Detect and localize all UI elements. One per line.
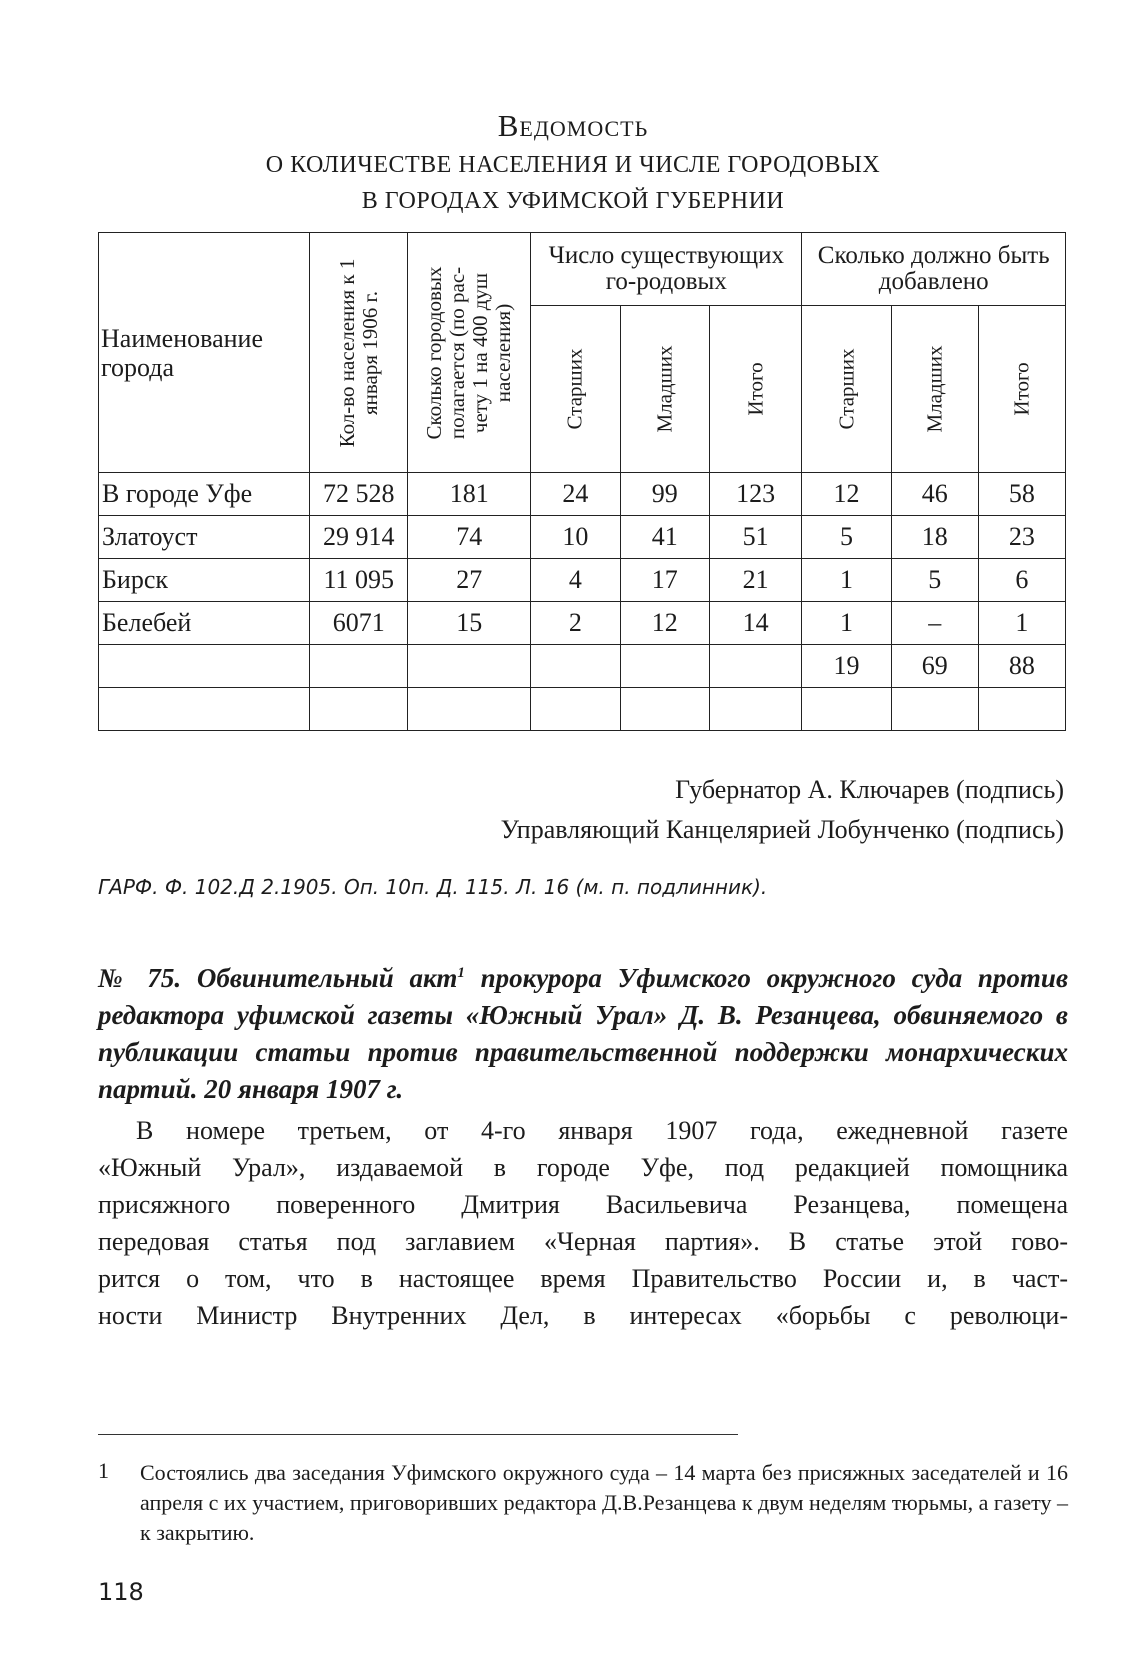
population-table — [98, 232, 1066, 731]
cell-empty — [99, 688, 310, 731]
cell-add-total: 23 — [978, 516, 1065, 559]
cell-add-junior: – — [891, 602, 978, 645]
footnote-ref[interactable]: 1 — [457, 965, 465, 981]
cell-empty — [620, 688, 709, 731]
heading-text-part1: Обвинительный акт — [196, 963, 458, 993]
cell-senior: 24 — [531, 473, 620, 516]
document-number: № 75. — [98, 963, 182, 993]
body-paragraph — [98, 1112, 1068, 1334]
header-label: Старших — [562, 348, 587, 430]
cell-empty — [408, 688, 531, 731]
header-label: Младших — [652, 345, 677, 433]
page-number: 118 — [98, 1578, 144, 1606]
cell-add-total: 6 — [978, 559, 1065, 602]
header-norm-label — [423, 266, 515, 439]
cell-city: Белебей — [99, 602, 310, 645]
cell-empty — [709, 645, 802, 688]
cell-total-add-junior: 69 — [891, 645, 978, 688]
cell-empty — [99, 645, 310, 688]
header-label: Младших — [922, 345, 947, 433]
header-existing-junior — [620, 306, 709, 473]
header-existing: Число существующих го-родовых — [531, 233, 802, 306]
header-existing-total — [709, 306, 802, 473]
manager-signature: Управляющий Канцелярией Лобунченко (подпись) — [500, 815, 1064, 844]
cell-senior: 10 — [531, 516, 620, 559]
cell-total-add-senior: 19 — [802, 645, 891, 688]
cell-norm: 181 — [408, 473, 531, 516]
header-add-total — [978, 306, 1065, 473]
cell-junior: 12 — [620, 602, 709, 645]
cell-city: Златоуст — [99, 516, 310, 559]
table-empty-row — [99, 688, 1066, 731]
table-row — [99, 602, 1066, 645]
cell-total: 21 — [709, 559, 802, 602]
cell-population: 11 095 — [310, 559, 408, 602]
body-line: «Южный Урал», издаваемой в городе Уфе, под редакцией помощника — [98, 1153, 1068, 1182]
header-norm-line: Сколько городовых — [422, 265, 447, 440]
cell-add-junior: 18 — [891, 516, 978, 559]
table-header-row — [99, 233, 1066, 306]
header-norm-line: чету 1 на 400 душ — [468, 272, 493, 433]
header-norm-line: полагается (по рас- — [445, 266, 470, 439]
cell-empty — [802, 688, 891, 731]
cell-add-junior: 46 — [891, 473, 978, 516]
cell-norm: 15 — [408, 602, 531, 645]
cell-total-add-total: 88 — [978, 645, 1065, 688]
cell-population: 72 528 — [310, 473, 408, 516]
body-line: присяжного поверенного Дмитрия Васильевича Резанцева, помещена — [98, 1190, 1068, 1219]
cell-junior: 99 — [620, 473, 709, 516]
body-line: передовая статья под заглавием «Черная партия». В статье этой гово- — [98, 1227, 1068, 1256]
cell-add-senior: 5 — [802, 516, 891, 559]
cell-norm: 74 — [408, 516, 531, 559]
governor-signature: Губернатор А. Ключарев (подпись) — [675, 775, 1064, 804]
cell-empty — [891, 688, 978, 731]
doc-title: Ведомость — [497, 108, 649, 143]
footnote-divider — [98, 1434, 738, 1435]
cell-empty — [978, 688, 1065, 731]
footnote-text: Состоялись два заседания Уфимского окружного суда – 14 марта без присяжных заседателей и 16 апреля с их участием, приговоривших редактора Д.В.Резанцева к двум неделям тюрьмы, а газету – к закрытию. — [140, 1460, 1068, 1545]
header-norm — [408, 233, 531, 473]
header-city-name: Наименование города — [99, 233, 310, 473]
cell-add-senior: 1 — [802, 559, 891, 602]
cell-empty — [531, 645, 620, 688]
body-line: рится о том, что в настоящее время Правительство России и, в част- — [98, 1264, 1068, 1293]
cell-add-total: 58 — [978, 473, 1065, 516]
doc-subtitle-1: О КОЛИЧЕСТВЕ НАСЕЛЕНИЯ И ЧИСЛЕ ГОРОДОВЫХ — [265, 152, 881, 178]
doc-subtitle-2: В ГОРОДАХ УФИМСКОЙ ГУБЕРНИИ — [361, 188, 785, 214]
cell-add-junior: 5 — [891, 559, 978, 602]
cell-norm: 27 — [408, 559, 531, 602]
cell-add-senior: 12 — [802, 473, 891, 516]
cell-empty — [310, 688, 408, 731]
cell-senior: 2 — [531, 602, 620, 645]
body-line: ности Министр Внутренних Дел, в интересах «борьбы с революци- — [98, 1301, 1068, 1330]
cell-empty — [531, 688, 620, 731]
footnote-number: 1 — [98, 1458, 109, 1483]
archive-source: ГАРФ. Ф. 102.Д 2.1905. Оп. 10п. Д. 115. Л. 16 (м. п. подлинник). — [98, 875, 768, 899]
cell-add-senior: 1 — [802, 602, 891, 645]
cell-senior: 4 — [531, 559, 620, 602]
header-add-junior — [891, 306, 978, 473]
body-line-text: В номере третьем, от 4-го января 1907 года, ежедневной газете — [136, 1116, 1068, 1145]
cell-junior: 17 — [620, 559, 709, 602]
cell-add-total: 1 — [978, 602, 1065, 645]
cell-city: В городе Уфе — [99, 473, 310, 516]
header-label: Итого — [1009, 362, 1034, 416]
cell-empty — [408, 645, 531, 688]
header-norm-line: населения) — [491, 303, 516, 402]
body-line — [98, 1112, 1068, 1149]
cell-total: 51 — [709, 516, 802, 559]
header-population — [310, 233, 408, 473]
header-add-senior — [802, 306, 891, 473]
header-label: Итого — [743, 362, 768, 416]
header-existing-senior — [531, 306, 620, 473]
cell-total: 123 — [709, 473, 802, 516]
cell-total: 14 — [709, 602, 802, 645]
cell-empty — [620, 645, 709, 688]
table-totals-row — [99, 645, 1066, 688]
header-to-add: Сколько должно быть добавлено — [802, 233, 1066, 306]
cell-empty — [709, 688, 802, 731]
heading-text-part2: прокурора Уфимского окружного суда против редактора уфимской газеты «Южный Урал» Д. В. Резанцева, обвиняемого в публикации статьи против правительственной поддержки монархических партий. 20 января 1907 г. — [98, 963, 1069, 1104]
cell-empty — [310, 645, 408, 688]
header-population-label: Кол-во населения к 1 января 1906 г. — [334, 258, 382, 447]
table-row — [99, 516, 1066, 559]
cell-junior: 41 — [620, 516, 709, 559]
cell-city: Бирск — [99, 559, 310, 602]
header-label: Старших — [834, 348, 859, 430]
cell-population: 29 914 — [310, 516, 408, 559]
document-heading — [98, 955, 1068, 1108]
cell-population: 6071 — [310, 602, 408, 645]
table-row — [99, 559, 1066, 602]
table-row — [99, 473, 1066, 516]
